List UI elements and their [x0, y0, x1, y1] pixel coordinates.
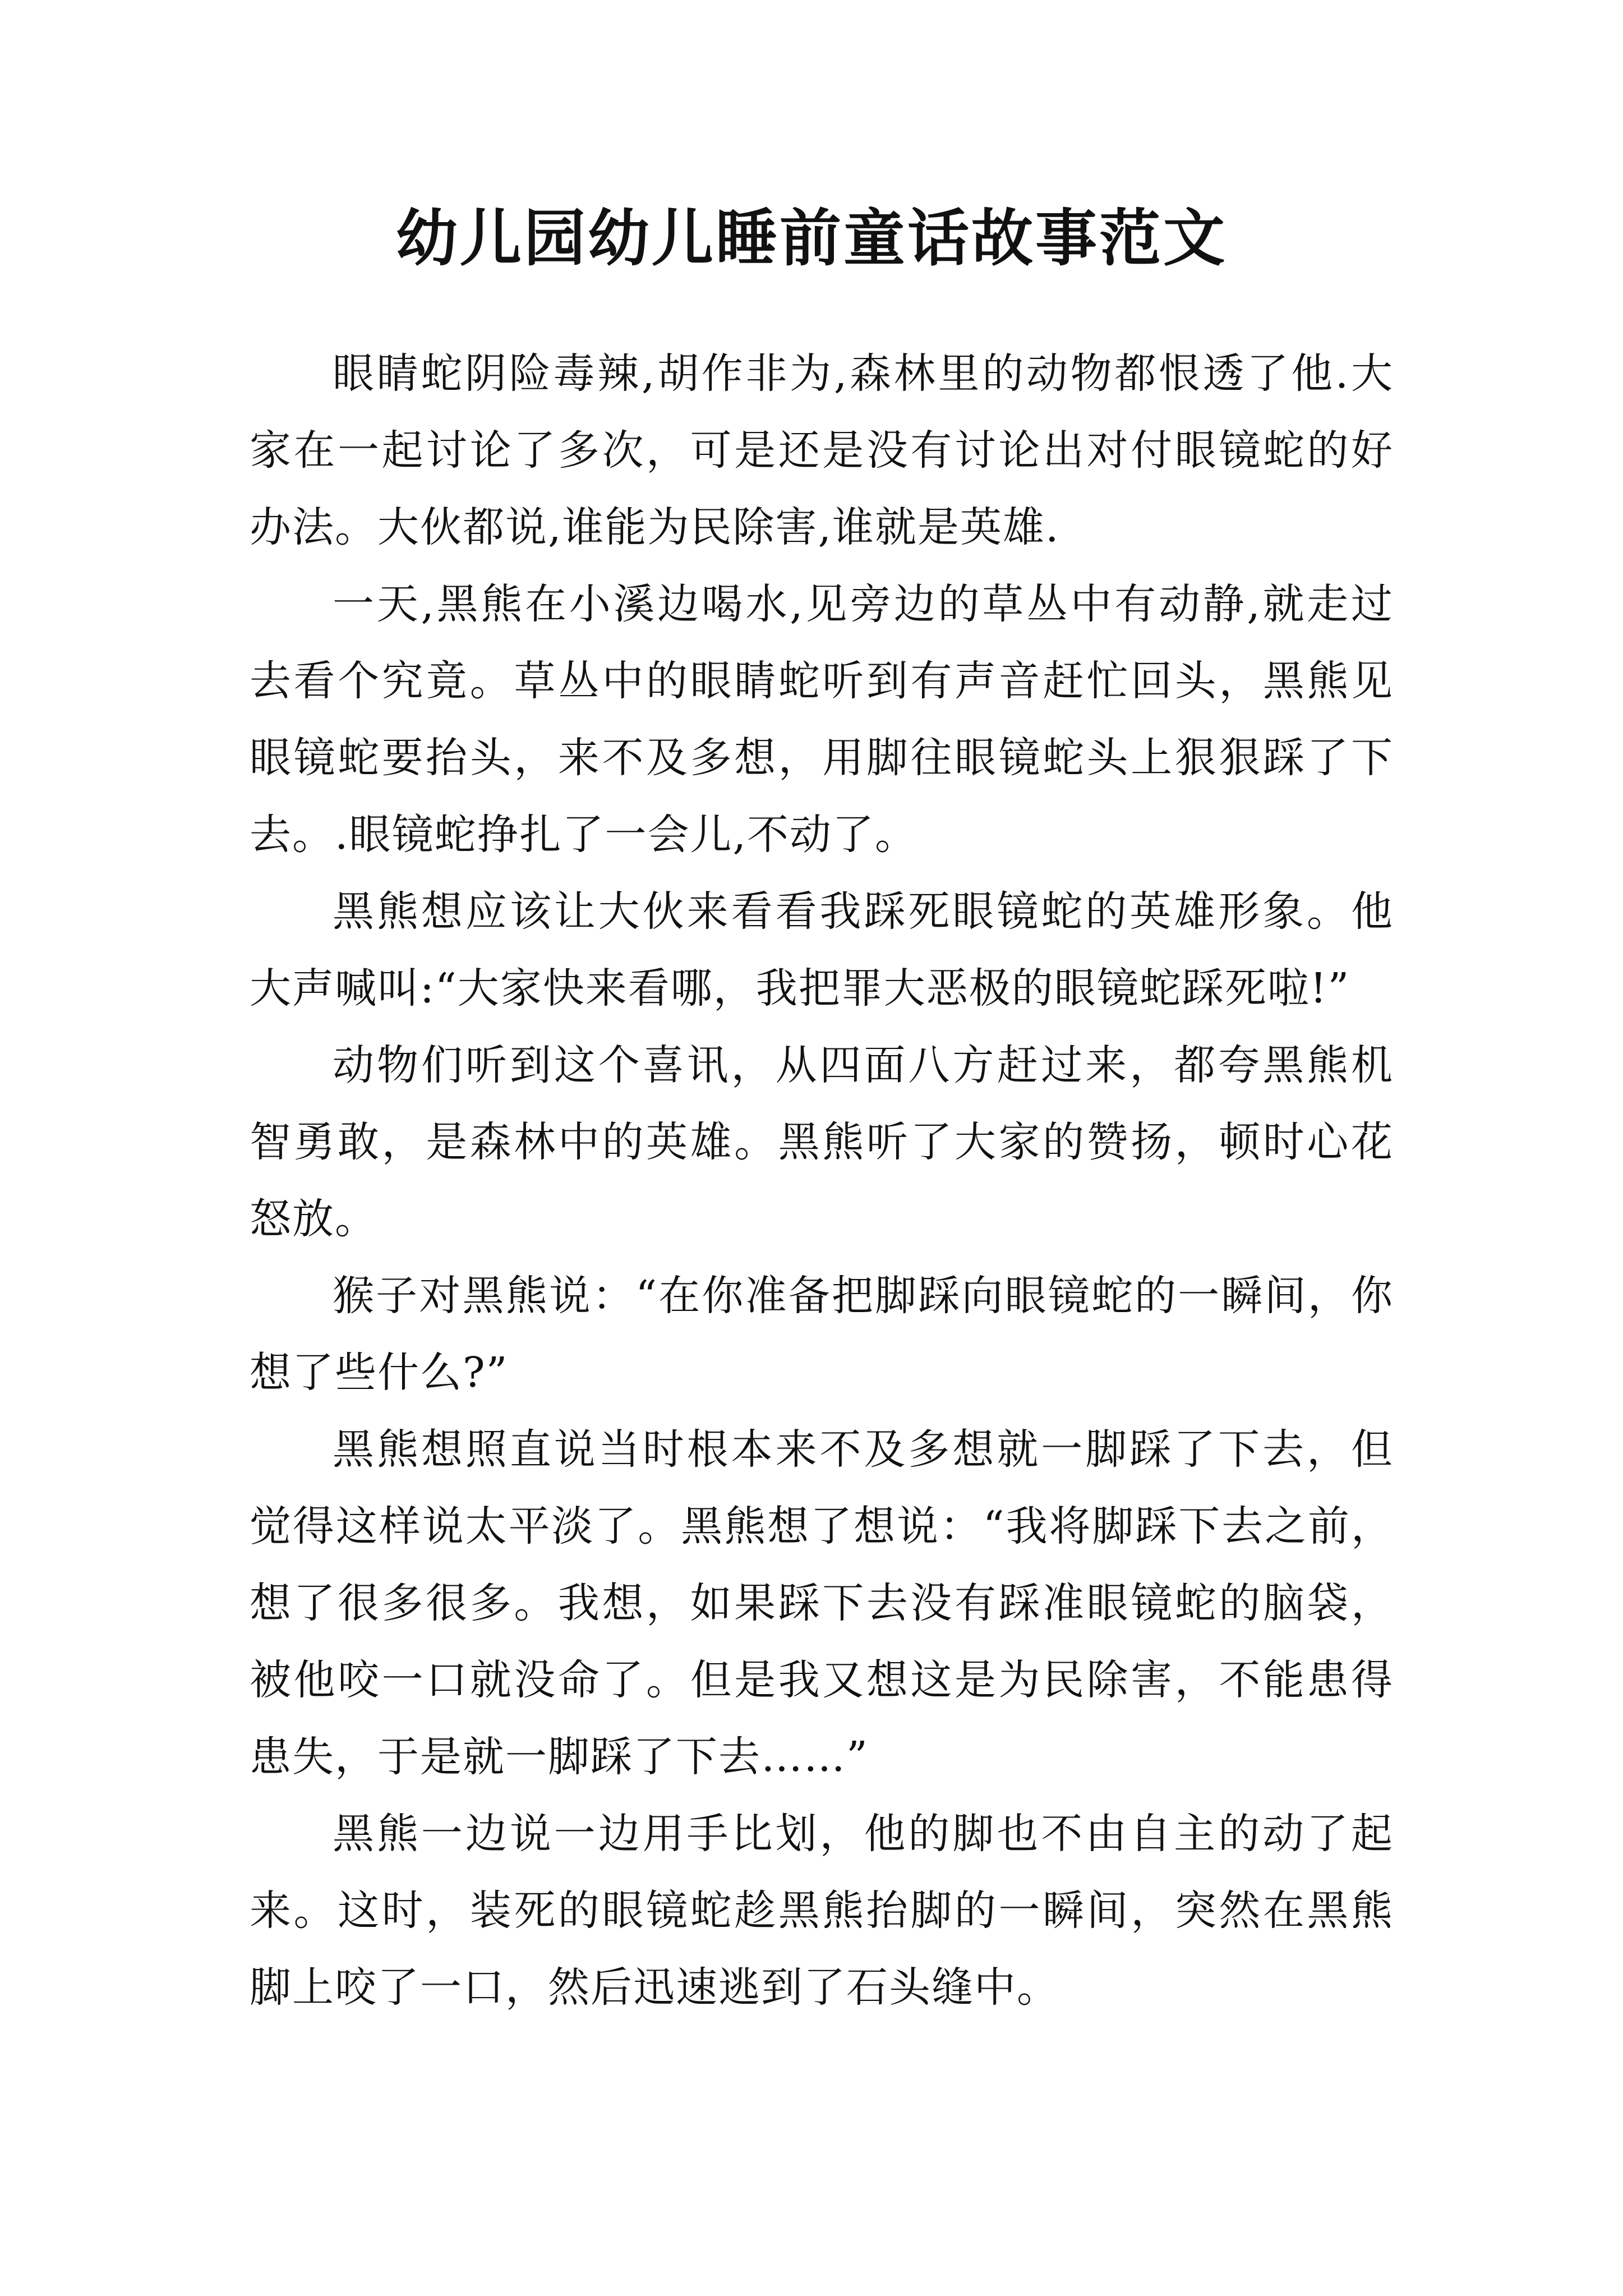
paragraph: 猴子对黑熊说：“在你准备把脚踩向眼镜蛇的一瞬间，你想了些什么?” [250, 1272, 1394, 1397]
document-title: 幼儿园幼儿睡前童话故事范文 [396, 202, 1227, 274]
paragraph: 一天,黑熊在小溪边喝水,见旁边的草丛中有动静,就走过去看个究竟。草丛中的眼睛蛇听到有声音赶忙回头，黑熊见眼镜蛇要抬头，来不及多想，用脚往眼镜蛇头上狠狠踩了下去。.眼镜蛇挣扎了一会儿,不动了。 [250, 580, 1394, 859]
story-body [250, 335, 1394, 2026]
paragraph: 动物们听到这个喜讯，从四面八方赶过来，都夸黑熊机智勇敢，是森林中的英雄。黑熊听了大家的赞扬，顿时心花怒放。 [250, 1041, 1394, 1243]
paragraph: 黑熊想应该让大伙来看看我踩死眼镜蛇的英雄形象。他大声喊叫:“大家快来看哪，我把罪大恶极的眼镜蛇踩死啦!” [250, 887, 1394, 1013]
paragraph: 黑熊想照直说当时根本来不及多想就一脚踩了下去，但觉得这样说太平淡了。黑熊想了想说：“我将脚踩下去之前，想了很多很多。我想，如果踩下去没有踩准眼镜蛇的脑袋，被他咬一口就没命了。但是我又想这是为民除害，不能患得患失，于是就一脚踩了下去……” [250, 1425, 1394, 1781]
paragraph: 眼睛蛇阴险毒辣,胡作非为,森林里的动物都恨透了他.大家在一起讨论了多次，可是还是没有讨论出对付眼镜蛇的好办法。大伙都说,谁能为民除害,谁就是英雄. [250, 349, 1394, 551]
paragraph: 黑熊一边说一边用手比划，他的脚也不由自主的动了起来。这时，装死的眼镜蛇趁黑熊抬脚的一瞬间，突然在黑熊脚上咬了一口，然后迅速逃到了石头缝中。 [250, 1810, 1394, 2012]
